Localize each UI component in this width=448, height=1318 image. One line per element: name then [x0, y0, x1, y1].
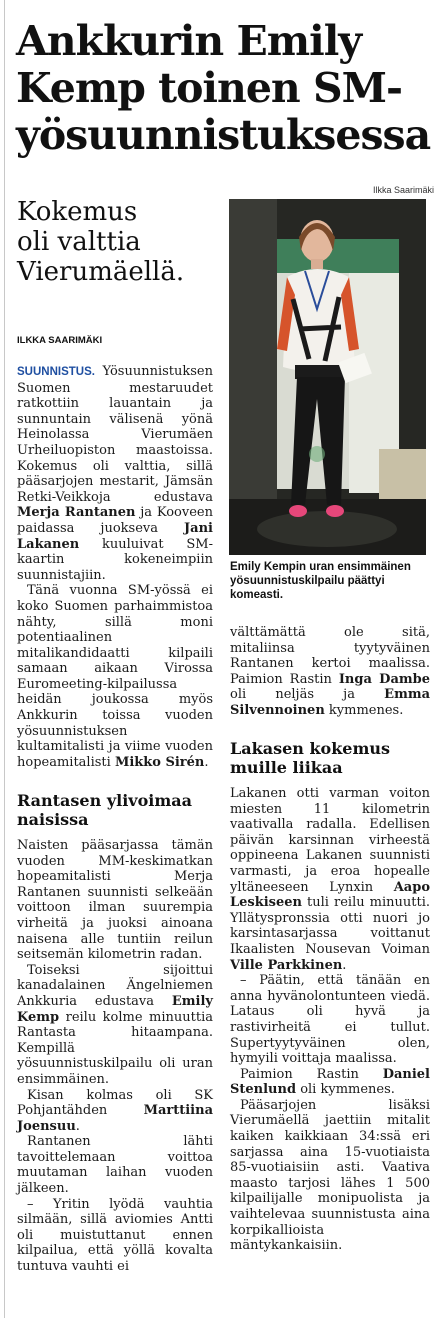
- person-name: Emily Kemp: [17, 993, 213, 1025]
- person-name: Inga Dambe: [338, 671, 430, 687]
- kicker: [17, 197, 217, 287]
- headline-line-1: Ankkurin Emily: [16, 17, 362, 65]
- paragraph: Kisan kolmas oli SK Pohjantähden Marttiina Joensuu.: [17, 1087, 213, 1134]
- photo-illustration: [229, 199, 426, 555]
- kicker-line-1: Kokemus: [17, 197, 138, 227]
- subheading-rantasen: Rantasen ylivoimaa naisissa: [17, 791, 192, 829]
- headline-line-3: yösuunnistuksessa: [16, 111, 431, 159]
- paragraph: Tänä vuonna SM-yössä ei koko Suomen parhaimmistoa nähty, sillä moni potentiaalinen mitalikandidaatti kilpaili samaan aikaan Virossa Euromeeting-kilpailussa heidän joukossa myös Ankkurin toissa vuoden yösuunnistuksen kultamitalisti ja viime vuoden hopeamitalisti Mikko Sirén.: [17, 583, 213, 770]
- person-name: Daniel Stenlund: [230, 1066, 430, 1098]
- paragraph: – Yritin lyödä vauhtia silmään, sillä aviomies Antti oli muistuttanut ennen kilpailua, että yöllä kovalta tuntuva vauhti ei: [17, 1196, 213, 1275]
- paragraph: – Päätin, että tänään en anna hyvänolontunteen viedä. Lataus oli hyvä ja rastivirheitä ei tullut. Supertyytyväinen olen, hymyili voittaja maalissa.: [230, 973, 430, 1067]
- article-column-2-lower: [230, 740, 430, 1254]
- person-name: Emma Silvennoinen: [230, 687, 430, 718]
- article-column-1-lower: [17, 792, 213, 1275]
- paragraph: Paimion Rastin Daniel Stenlund oli kymmenes.: [230, 1066, 430, 1098]
- lead-word: SUUNNISTUS.: [17, 366, 95, 378]
- photo-caption: Emily Kempin uran ensimmäinen yösuunnistuskilpailu päättyi komeasti.: [230, 561, 411, 601]
- headline: [16, 18, 436, 159]
- kicker-line-2: oli valttia: [17, 227, 141, 257]
- person-name: Ville Parkkinen: [230, 957, 343, 973]
- article-column-1: [17, 364, 213, 770]
- paragraph: välttämättä ole sitä, mitaliinsa tyytyväinen Rantanen kertoi maalissa. Paimion Rastin Inga Dambe oli neljäs ja Emma Silvennoinen kymmenes.: [230, 625, 430, 718]
- headline-line-2: Kemp toinen SM-: [16, 64, 402, 112]
- article-photo: [229, 199, 426, 555]
- article-column-2: [230, 625, 430, 719]
- subheading-lakasen: Lakasen kokemus muille liikaa: [230, 739, 391, 777]
- paragraph: Naisten pääsarjassa tämän vuoden MM-keskimatkan hopeamitalisti Merja Rantanen suunnisti selkeään voittoon ilman suurempia virheitä ja juoksi ainoana naisena alle tuntiin reilun seitsemän kilometrin radan.: [17, 838, 213, 963]
- paragraph: Toiseksi sijoittui kanadalainen Ängelniemen Ankkuria edustava Emily Kemp reilu kolme minuuttia Rantasta hitaampana. Kempillä yösuunnistuskilpailu oli uran ensimmäinen.: [17, 962, 213, 1087]
- person-name: Jani Lakanen: [17, 520, 213, 552]
- page-left-rule: [4, 0, 5, 1318]
- person-name: Marttiina Joensuu: [17, 1103, 213, 1134]
- paragraph: Lakanen otti varman voiton miesten 11 kilometrin vaativalla radalla. Edellisen päivän karsinnan virheestä oppineena Lakanen suunnisti varmasti, ja eroa hopealle yltäneeseen Lynxin Aapo Leskiseen tuli reilu minuutti. Yllätyspronssia otti nuori jo karsintasarjassa voittanut Ikaalisten Nousevan Voiman Ville Parkkinen.: [230, 786, 430, 973]
- photo-credit: Ilkka Saarimäki: [372, 185, 434, 195]
- paragraph: Rantanen lähti tavoittelemaan voittoa muutaman laihan vuoden jälkeen.: [17, 1134, 213, 1197]
- byline: ILKKA SAARIMÄKI: [17, 335, 103, 346]
- paragraph: Pääsarjojen lisäksi Vierumäellä jaettiin mitalit kaiken kaikkiaan 34:ssä eri sarjassa aina 15-vuotiaista 85-vuotiaisiin asti. Vaativa maasto tarjosi lähes 1 500 kilpailijalle monipuolista ja vaihtelevaa suunnistusta aina korpikallioista mäntykankaisiin.: [230, 1097, 430, 1254]
- paragraph-intro: SUUNNISTUS. Yösuunnistuksen Suomen mestaruudet ratkottiin lauantain ja sunnuntain välisenä yönä Heinolassa Vierumäen Urheiluopiston maastoissa. Kokemus oli valttia, sillä pääsarjojen mestarit, Jämsän Retki-Veikkoja edustava Merja Rantanen ja Kooveen paidassa juokseva Jani Lakanen kuuluivat SM-kaartin kokeneimpiin suunnistajiin.: [17, 364, 213, 583]
- kicker-line-3: Vierumäellä.: [17, 257, 185, 287]
- person-name: Aapo Leskiseen: [230, 879, 430, 911]
- person-name: Mikko Sirén: [114, 754, 205, 770]
- person-name: Merja Rantanen: [17, 505, 136, 521]
